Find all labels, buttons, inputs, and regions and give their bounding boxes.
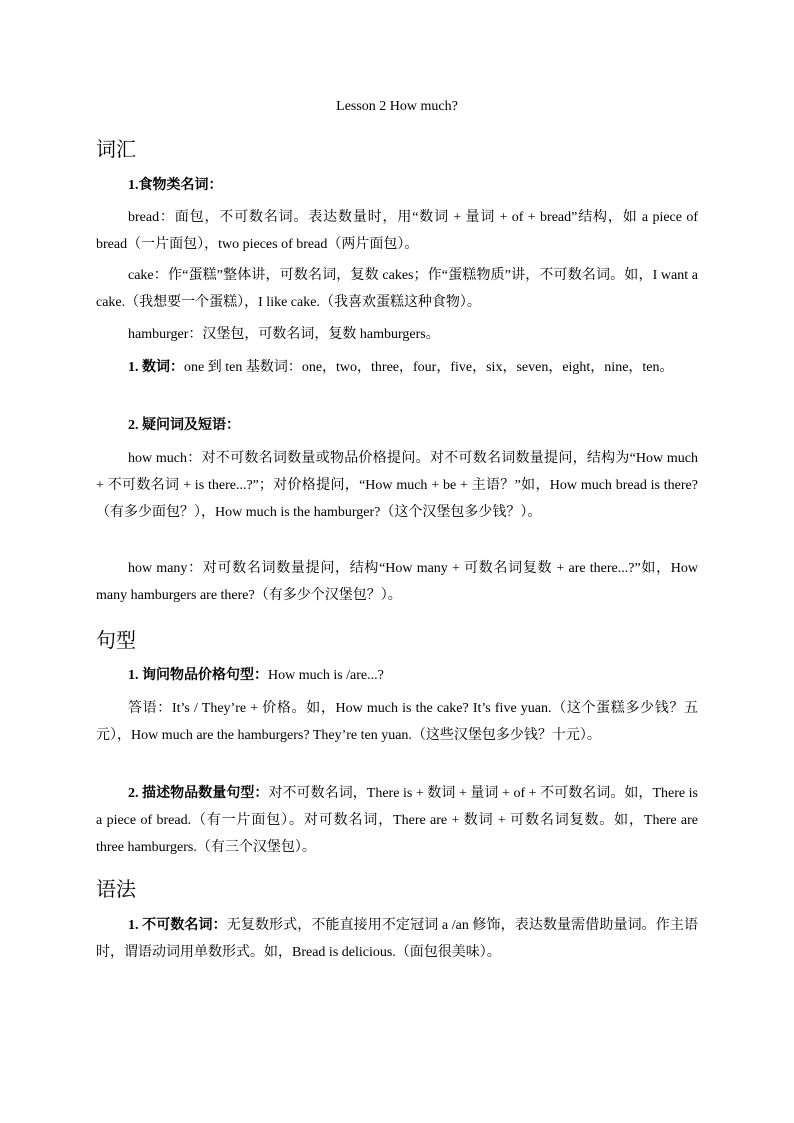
paragraph: [96, 354, 698, 381]
paragraph-lead: 2. 疑问词及短语：: [128, 418, 240, 433]
paragraph: [96, 555, 698, 609]
paragraph-text: 对不可数名词，There is + 数词 + 量词 + of + 不可数名词。如，There is a piece of bread.（有一片面包）。对可数名词，There are + 数词 + 可数名词复数。如，There are three hamburgers.（有三个汉堡包）。: [96, 786, 699, 855]
section-heading-vocabulary: 词汇: [96, 137, 136, 161]
paragraph: [96, 321, 698, 348]
paragraph-text: hamburger：汉堡包，可数名词，复数 hamburgers。: [128, 327, 440, 342]
paragraph-lead: 1. 询问物品价格句型：: [128, 668, 268, 683]
paragraph-text: how many：对可数名词数量提问，结构“How many + 可数名词复数 + are there...?”如，How many hamburgers are there?（有多少个汉堡包？）。: [96, 561, 698, 603]
paragraph-lead: 1. 数词：: [128, 360, 184, 375]
paragraph-text: how much：对不可数名词数量或物品价格提问。对不可数名词数量提问，结构为“How much + 不可数名词 + is there...?”；对价格提问，“How much + be + 主语？”如，How much bread is there?（有多少面包？），How much is the hamburger?（这个汉堡包多少钱？）。: [96, 451, 698, 520]
paragraph: [96, 662, 698, 689]
paragraph: [96, 204, 698, 258]
paragraph: [96, 412, 698, 439]
section-heading-grammar: 语法: [96, 877, 136, 901]
paragraph-text: 无复数形式，不能直接用不定冠词 a /an 修饰，表达数量需借助量词。作主语时，谓语动词用单数形式。如，Bread is delicious.（面包很美味）。: [96, 918, 698, 960]
paragraph-text: bread：面包，不可数名词。表达数量时，用“数词 + 量词 + of + bread”结构，如 a piece of bread（一片面包），two pieces of bread（两片面包）。: [96, 210, 698, 252]
paragraph-text: cake：作“蛋糕”整体讲，可数名词，复数 cakes；作“蛋糕物质”讲，不可数名词。如，I want a cake.（我想要一个蛋糕），I like cake.（我喜欢蛋糕这种食物）。: [96, 268, 698, 310]
paragraph: [96, 912, 698, 966]
paragraph-lead: 1. 不可数名词：: [128, 918, 227, 933]
document-title: Lesson 2 How much?: [336, 99, 458, 114]
paragraph: [96, 695, 698, 749]
paragraph: [96, 172, 698, 199]
paragraph: [96, 780, 698, 861]
paragraph: [96, 262, 698, 316]
paragraph-text: one 到 ten 基数词：one，two，three，four，five，six，seven，eight，nine，ten。: [184, 360, 674, 375]
section-heading-sentence-patterns: 句型: [96, 628, 136, 652]
paragraph-lead: 2. 描述物品数量句型：: [128, 786, 269, 801]
paragraph: [96, 445, 698, 526]
paragraph-lead: 1.食物类名词：: [128, 178, 223, 193]
paragraph-text: How much is /are...?: [268, 668, 384, 683]
paragraph-text: 答语：It’s / They’re + 价格。如，How much is the cake? It’s five yuan.（这个蛋糕多少钱？五元），How much are the hamburgers? They’re ten yuan.（这些汉堡包多少钱？十元）。: [96, 701, 698, 743]
